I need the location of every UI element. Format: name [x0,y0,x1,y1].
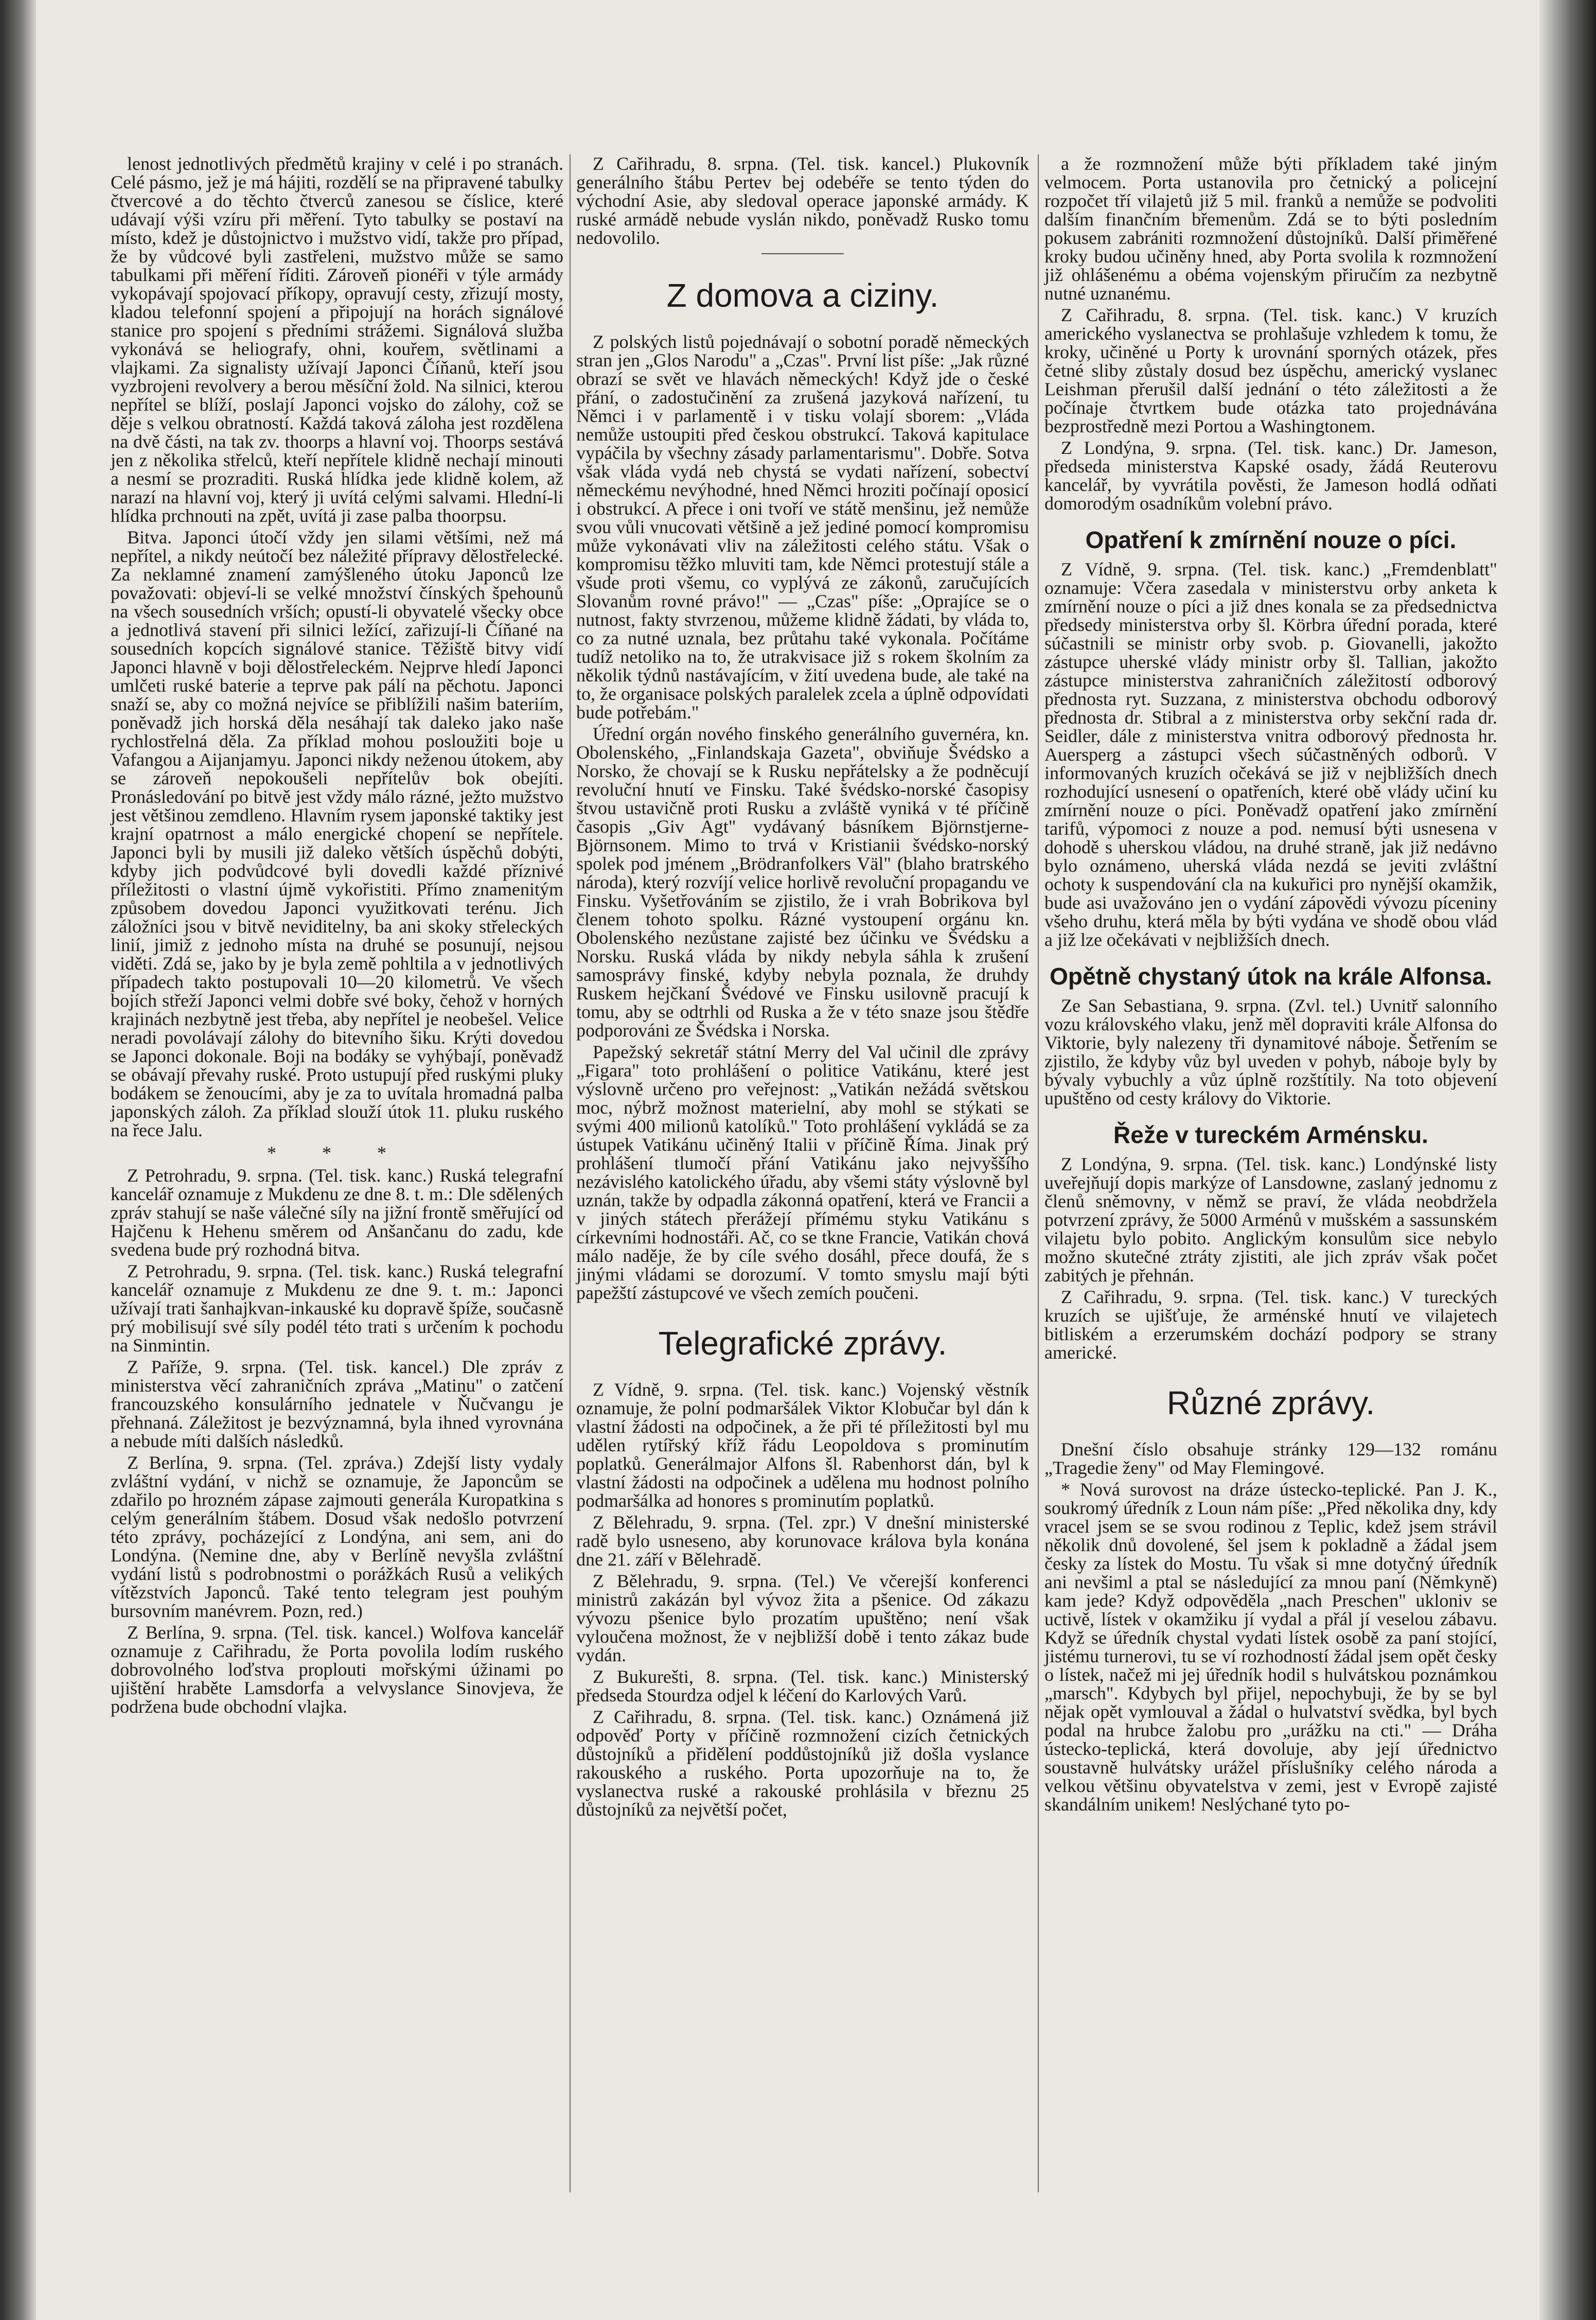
article-paragraph: Z polských listů pojednávají o sobotní poradě německých stran jen „Glos Narodu" a „Czas". První list píše: „Jak různé obrazí se svět ve hlavách německých! Když jde o české přání, o zadostučinění za zrušená jazyková nařízení, tu Němci i v parlamentě i v tisku volají sborem: „Vláda nemůže ustoupiti před českou obstrukcí. Taková kapitulace vypáčila by všechny zásady parlamentarismu". Dobře. Sotva však vláda vydá neb chystá se vydati nařízení, sobectví německému nevýhodné, hned Němci hroziti počínají oposicí i obstrukcí. A přece i oni tvoří ve státě menšinu, jež nemůže svou vůli vnucovati většině a jež jediné pomocí kompromisu může vykonávati vliv na záležitosti celého státu. Však o kompromisu těžko mluviti tam, kde Němci protestují stále a všude proti všemu, co vyplývá ze zákonů, zaručujících Slovanům rovné právo!" — „Czas" píše: „Oprajíce se o nutnost, fakty stvrzenou, můžeme klidně žádati, by vláda to, co za nutné uznala, bez průtahu také vykonala. Počítáme tudíž netoliko na to, že utrakvisace již s rokem školním za několik týdnů nastávajícím, v žití uvedena bude, ale také na to, že organisace polských paralelek zcela a úplně odpovídati bude potřebám." [576,331,1029,723]
news-item: * Nová surovost na dráze ústecko-teplické. Pan J. K., soukromý úředník z Loun nám píše: „Před několika dny, kdy vracel jsem se se svou rodinou z Teplic, kdež jsem strávil několik dnů dovolené, šel jsem k pokladně a žádal jsem česky za lístek do Mostu. Tu však si mne dotyčný úředník ani nevšiml a ptal se následující za mnou paní (Němkyně) kam jede? Když odpověděla „nach Preschen" ukloniv se uctivě, lístek v okamžiku jí vydal a přál jí veselou zábavu. Když se úředník chystal vydati lístek osobě za paní stojící, jistému turnerovi, tu se ví rozhodností žádal jsem opět česky o lístek, načež mi jej úředník hodil s hulvátskou poznámkou „marsch". Kdybych byl přijel, nepochybuji, že by se byl nějak opět vymlouval a žádal o hulvatství svědka, byl bych podal na hrubce žalobu pro „urážku na cti." — Dráha ústecko-teplická, která dovoluje, aby její úřednictvo soustavně hulvátsky urážel příslušníky celého národa a velkou většinu obyvatelstva v zemi, jest v Evropě zajisté skandálním unikem! Neslýchané tyto po- [1044,1479,1497,1815]
news-item: Dnešní číslo obsahuje stránky 129—132 románu „Tragedie ženy" od May Flemingové. [1044,1439,1497,1478]
news-item: Z Bukurešti, 8. srpna. (Tel. tisk. kanc.) Ministerský předseda Stourdza odjel k léčení do Karlových Varů. [576,1666,1029,1706]
section-stars: * * * [267,1143,407,1163]
column-rule [1038,154,1039,2192]
news-item: Z Berlína, 9. srpna. (Tel. tisk. kancel.) Wolfova kancelář oznamuje z Cařihradu, že Porta povolila lodím ruského dobrovolného loďstva proplouti mořskými úžinami po ujištění hraběte Lamsdorfa a velvyslance Sinovjeva, že podržena bude obchodní vlajka. [111,1622,563,1717]
news-item: Ze San Sebastiana, 9. srpna. (Zvl. tel.) Uvnitř salonního vozu královského vlaku, jenž měl dopraviti krále Alfonsa do Viktorie, byly nalezeny tři dynamitové náboje. Šetřením se zjistilo, že kdyby vůz byl uveden v pohyb, náboje byly by bývaly vybuchly a vůz úplně rozštítily. Na toto objevení upuštěno od cesty královy do Viktorie. [1044,995,1497,1109]
column-rule [570,154,571,2192]
right-binding-edge [1539,0,1596,2320]
news-item: Z Paříže, 9. srpna. (Tel. tisk. kancel.) Dle zpráv z ministerstva věcí zahraničních zpráva „Matinu" o zatčení francouzského konsulárního jednatele v Ňučvangu je přehnaná. Záležitost je bezvýznamná, byla ihned vyrovnána a nebude míti dalších následků. [111,1357,563,1451]
news-item: Z Berlína, 9. srpna. (Tel. zpráva.) Zdejší listy vydaly zvláštní vydání, v nichž se oznamuje, že Japoncům se zdařilo po hrozném zápase zajmouti generála Kuropatkina s celým generálním štábem. Dosud však nedošlo potvrzení této zprávy, pocházející z Londýna, ani sem, ani do Londýna. (Nemine dne, aby v Berlíně nevyšla zvláštní vydání listů s podrobnostmi o porážkách Rusů a velikých vítězstvích Japonců. Také tento telegram jest pouhým bursovním manévrem. Pozn, red.) [111,1452,563,1621]
news-item: Z Cařihradu, 9. srpna. (Tel. tisk. kanc.) V tureckých kruzích se ujišťuje, že arménské hnutí ve vilajetech bitliském a erzerumském dochází podpory se strany americké. [1044,1287,1497,1363]
column-1 [111,154,563,1719]
news-item: Z Petrohradu, 9. srpna. (Tel. tisk. kanc.) Ruská telegrafní kancelář oznamuje z Mukdenu ze dne 9. t. m.: Japonci užívají trati šanhajkvan-inkauské ku dopravě špíže, současně prý mobilisují své síly podél této trati s určením k pochodu na Sinmintin. [111,1261,563,1356]
section-title-domov: Z domova a ciziny. [666,277,939,314]
news-item: Z Bělehradu, 9. srpna. (Tel. zpr.) V dnešní ministerské radě bylo usneseno, aby korunovace králova byla konána dne 21. září v Bělehradě. [576,1512,1029,1570]
article-paragraph: Papežský sekretář státní Merry del Val učinil dle zprávy „Figara" toto prohlášení o politice Vatikánu, které jest výslovně určeno pro veřejnost: „Vatikán nežádá světskou moc, nýbrž možnost materielní, aby mohl se stýkati se svými 400 milionů katolíků." Toto prohlášení vykládá se za ústupek Vatikánu učiněný Italii v příčině Říma. Jinak prý prohlášení tlumočí přání Vatikánu jako nejvyššího nezávislého katolického úřadu, aby všemi státy výslovně byl uznán, takže by odpadla zákonná opatření, která ve Francii a v jiných státech přerážejí přímému styku Vatikánu s církevními hodnostáři. Ač, co se tkne Francie, Vatikán chová málo naděje, že by cíle svého dosáhl, přece doufá, že s jinými vládami se dorozumí. V tomto smyslu mají býti papežští zástupcové ve všech zemích poučeni. [576,1042,1029,1303]
article-paragraph: Bitva. Japonci útočí vždy jen silami většími, než má nepřítel, a nikdy neútočí bez náležité přípravy dělostřelecké. Za neklamné znamení zamýšleného útoku Japonců lze považovati: objeví-li se velké množství čínských špehounů na všech sousedních vrších; opustí-li obyvatelé všecky obce a jednotlivá stavení při silnici ležící, zařizují-li Číňané na sousedních kopcích signálové stanice. Těžiště bitvy vidí Japonci hlavně v boji dělostřeleckém. Nejprve hledí Japonci umlčeti ruské baterie a teprve pak pálí na pěchotu. Japonci snaží se, aby co možná nejvíce se přiblížili našim bateriím, poněvadž jich horská děla nesáhají tak daleko jako naše rychlostřelná děla. Za příklad mohou posloužiti boje u Vafangou a Aijanjamyu. Japonci nikdy neženou útokem, aby se zároveň nepokoušeli nepřítelův bok obejíti. Pronásledování po bitvě jest vždy málo rázné, ježto mužstvo jest většinou zemdleno. Hlavním rysem japonské taktiky jest krajní opatrnost a málo energické chopení se nepřítele. Japonci byli by musili již daleko větších úspěchů dobýti, kdyby jich podvůdcové byli dovedli každé příznivé příležitosti o vlastní újmě vykořistiti. Přímo znamenitým způsobem dovedou Japonci využitkovati terénu. Jich záložníci jsou v bitvě neviditelny, ba ani skoky střeleckých linií, jimiž z jednoho místa na druhé se posunují, nejsou viděti. Zdá se, jako by je byla země pohltila a v jednotlivých případech takto postupovali 10—20 kilometrů. Ve všech bojích střeží Japonci velmi dobře své boky, čehož v horných krajinách nezbytně jest třeba, aby nepřítel je neobešel. Velice neradi povolávají zálohy do bitevního šiku. Krýti dovedou se Japonci dokonale. Boji na bodáky se vyhýbají, poněvadž se obávají převahy ruské. Proto ustupují před ruskými pluky bodákem se ženoucími, aby je za to uvítala hromadná palba japonských záloh. Za příklad slouží útok 11. pluku ruského na řece Jalu. [111,527,563,1140]
column-2 [576,154,1029,1822]
news-item: Z Londýna, 9. srpna. (Tel. tisk. kanc.) Londýnské listy uveřejňují dopis markýze of Lansdowne, zaslaný jednomu z členů sněmovny, v němž se praví, že vláda neobdržela potvrzení zprávy, že 5000 Arménů v mušském a sassunském vilajetu bylo pobito. Anglickým konsulům sice nebylo možno skutečné ztráty zjistiti, ale jich zpráv však počet zabitých je přehnán. [1044,1154,1497,1286]
article-paragraph: Úřední orgán nového finského generálního guvernéra, kn. Obolenského, „Finlandskaja Gazeta", obviňuje Švédsko a Norsko, že chovají se k Rusku nepřátelsky a že podněcují revoluční hnutí ve Finsku. Také švédsko-norské časopisy štvou ustavičně proti Rusku a zvláště vyniká v té příčině časopis „Giv Agt" vydávaný básníkem Björnstjerne-Björnsonem. Mimo to trvá v Kristianii švédsko-norský spolek pod jménem „Brödranfolkers Väl" (blaho bratrského národa), který rozvíjí velice horlivě revoluční propagandu ve Finsku. Vyšetřováním se zjistilo, že i vrah Bobrikova byl členem tohoto spolku. Rázné vystoupení orgánu kn. Obolenského nezůstane zajisté bez účinku ve Švédsku a Norsku. Ruská vláda by nikdy nebyla sáhla k zrušení samosprávy finské, kdyby nebyla poznala, že druhdy Ruskem hejčkaní Švédové ve Finsku usilovně pracují k tomu, aby se odtrhli od Ruska a že v této snaze jsou štědře podporováni ze Švédska i Norska. [576,724,1029,1041]
news-item: Z Vídně, 9. srpna. (Tel. tisk. kanc.) „Fremdenblatt" oznamuje: Včera zasedala v ministerstvu orby anketa k zmírnění nouze o píci a již dnes konala se za předsednictva předsedy ministerstva orby šl. Körbra úřední porada, které súčastnili se ministr orby svob. p. Giovanelli, jakožto zástupce uherské vlády ministr orby šl. Tallian, jakožto zástupce ministerstva zahraničních záležitostí odborový přednosta ryt. Suzzana, z ministerstva obchodu odborový přednosta dr. Stibral a z ministerstva orby sekční rada dr. Seidler, dále z ministerstva vnitra odborový přednosta hr. Auersperg a zástupci všech súčastněných odborů. V informovaných kruzích očekává se již v nejbližších dnech rozhodující usnesení o opatřeních, které obě vlády učiní ku zmírnění nouze o píci. Poněvadž opatření jako zmírnění tarifů, výpomoci z nouze a pod. nemusí býti usnesena v dohodě s uherskou vládou, na druhé straně, jak již nedávno bylo oznámeno, uherská vláda nezdá se jeviti zvláštní ochoty k suspendování cla na kukuřici pro nynější okamžik, bude asi uvažováno jen o vydání zápovědi vývozu píceniny všeho druhu, která měla by býti vydána ve shodě obou vlád a již lze očekávati v nejbližších dnech. [1044,559,1497,950]
news-item: Z Petrohradu, 9. srpna. (Tel. tisk. kanc.) Ruská telegrafní kancelář oznamuje z Mukdenu ze dne 8. t. m.: Dle sdělených zpráv stahují se naše válečné síly na jižní frontě směřující od Hajčenu k Hehenu směrem od Anšančanu do zadu, kde svedena bude prý rozhodná bitva. [111,1165,563,1260]
news-item: Z Cařihradu, 8. srpna. (Tel. tisk. kanc.) Oznámená již odpověď Porty v příčině rozmnožení cizích četnických důstojníků a přidělení poddůstojníků již došla vyslance rakouského a ruského. Porta upozorňuje na to, že vyslanectva ruské a rakouské prohlásila v březnu 25 důstojníků za největší počet, [576,1707,1029,1820]
headline-alfons: Opětně chystaný útok na krále Alfonsa. [1050,963,1492,990]
news-item: a že rozmnožení může býti příkladem také jiným velmocem. Porta ustanovila pro četnický a policejní rozpočet tří vilajetů již 5 mil. franků a nemůže se podvoliti dalším finančním břemenům. Zdá se to býti posledním pokusem zabrániti rozmnožení důstojníků. Další přiměřené kroky budou učiněny hned, aby Porta svolila k rozmnožení již ohlášenému a obéma vojenským přiručím za nezbytně nutné uznanému. [1044,153,1497,304]
headline-pice: Opatření k zmírnění nouze o píci. [1085,526,1457,553]
column-3 [1044,154,1497,1817]
news-item: Z Cařihradu, 8. srpna. (Tel. tisk. kancel.) Plukovník generálního štábu Pertev bej odebéře se tento týden do východní Asie, aby sledoval operace japonské armády. K ruské armádě nebude vyslán nikdo, poněvadž Rusko tomu nedovolilo. [576,153,1029,248]
divider [761,253,844,254]
news-item: Z Vídně, 9. srpna. (Tel. tisk. kanc.) Vojenský věstník oznamuje, že polní podmaršálek Viktor Klobučar byl dán k vlastní žádosti na odpočinek, a že při té příležitosti byl mu udělen rytířský kříž řádu Leopoldova s prominutím poplatků. Generálmajor Alfons šl. Rabenhorst dán, byl k vlastní žádosti na odpočinek a udělena mu hodnost polního podmaršálka ad honores s prominutím poplatků. [576,1379,1029,1511]
news-item: Z Bělehradu, 9. srpna. (Tel.) Ve včerejší konferenci ministrů zakázán byl vývoz žita a pšenice. Od zákazu vývozu pšenice bylo prozatím upuštěno; není však vyloučena možnost, že v nejbližší době i tento zákaz bude vydán. [576,1571,1029,1665]
news-item: Z Londýna, 9. srpna. (Tel. tisk. kanc.) Dr. Jameson, předseda ministerstva Kapské osady, žádá Reuterovu kancelář, by vyvrátila pověsti, že Jameson hodlá odňati domorodým osadníkům volební právo. [1044,437,1497,514]
article-paragraph: lenost jednotlivých předmětů krajiny v celé i po stranách. Celé pásmo, jež je má hájiti, rozdělí se na připravené tabulky čtvercové a do těchto čtverců zanesou se číslice, které udávají výši vzíru při měření. Tyto tabulky se postaví na místo, kdež je důstojnictvo i mužstvo vidí, takže pro případ, že by vůdcové byli zastřeleni, mužstvo může se samo tabulkami při měření říditi. Zároveň pionéři v týle armády vykopávají spojovací příkopy, opravují cesty, zřizují mosty, kladou telefonní spojení a připojují na horách signálové stanice pro spojení s předními strážemi. Signálová služba vykonává se heliografy, ohni, kouřem, světlinami a vlajkami. Za signalisty užívají Japonci Číňanů, kteří jsou vyzbrojeni revolvery a berou měsíční žold. Na silnici, kterou nepřítel se blíží, poslají Japonci vojsko do zálohy, což se děje s velkou obratností. Každá taková záloha jest rozdělena na dvě části, na tak zv. thoorps a hlavní voj. Thoorps sestává jen z několika střelců, kteří nepřítele klidně nechají minouti a nesmí se prozraditi. Ruská hlídka jede klidně kolem, až narazí na hlavní voj, který ji uvítá celými salvami. Hlední-li hlídka prchnouti na zpět, uvítá ji zase palba thoorpsu. [111,153,563,526]
headline-armensko: Řeže v tureckém Arménsku. [1113,1121,1428,1148]
section-title-telegraficke: Telegrafické zprávy. [658,1325,947,1362]
news-item: Z Cařihradu, 8. srpna. (Tel. tisk. kanc.) V kruzích amerického vyslanectva se prohlašuje vzhledem k tomu, že kroky, učiněné u Porty k urovnání sporných otázek, přes četné sliby zůstaly dosud bez úspěchu, americký vyslanec Leishman přerušil další jednání o této záležitosti a že počínaje čtvrtkem bude otázka tato projednávána bezprostředně mezi Portou a Washingtonem. [1044,305,1497,436]
section-title-ruzne: Různé zprávy. [1166,1384,1375,1421]
left-binding-edge [0,0,36,2320]
